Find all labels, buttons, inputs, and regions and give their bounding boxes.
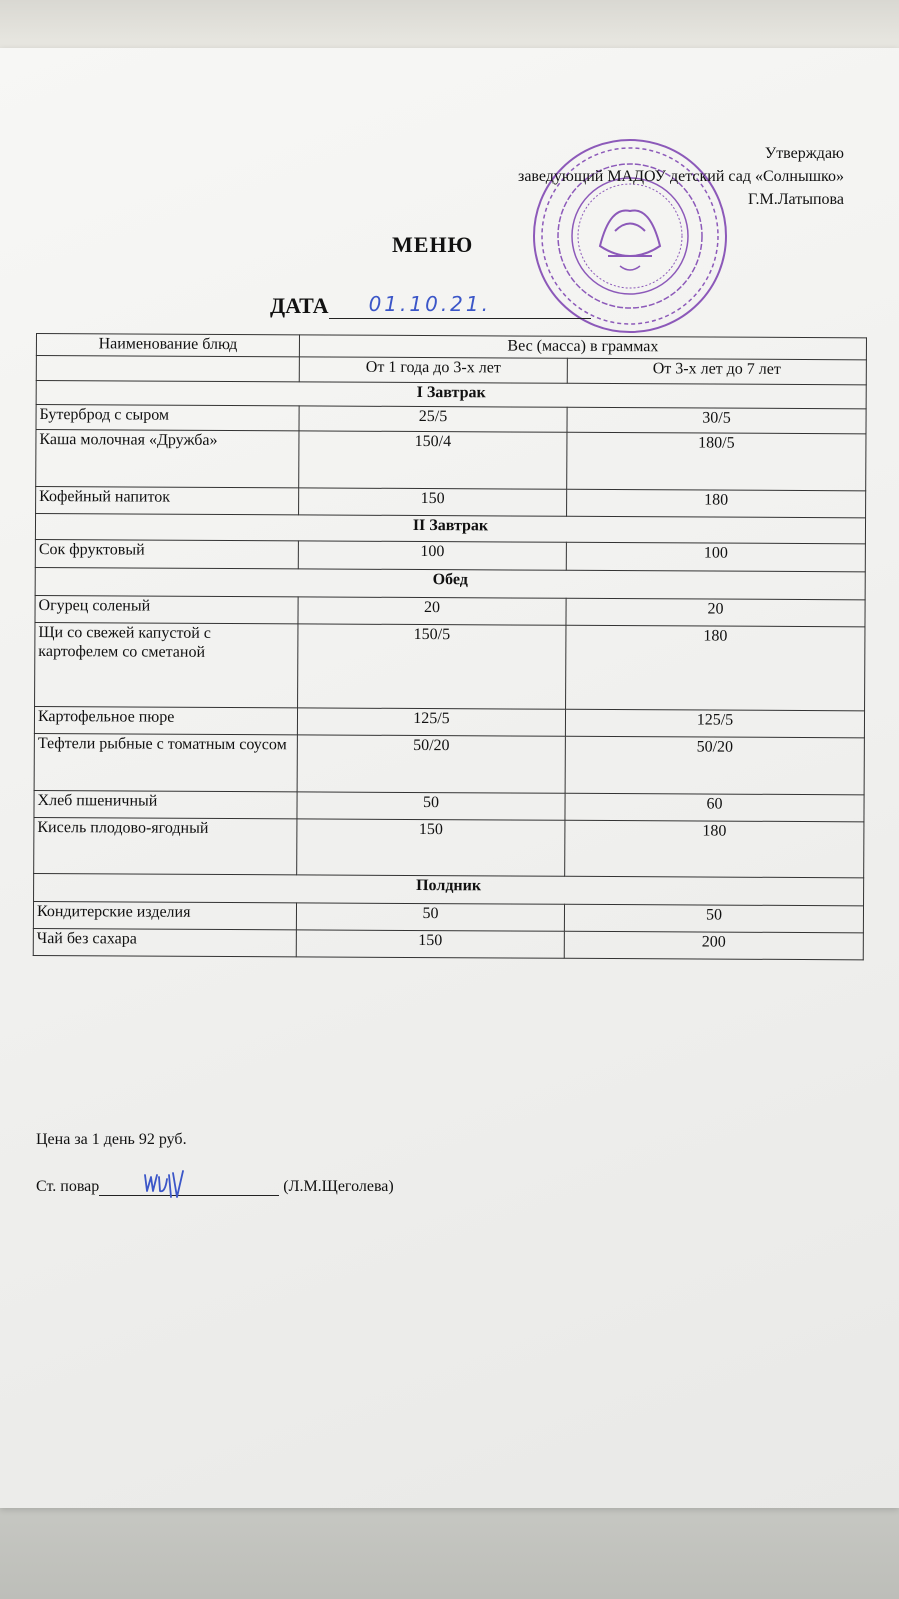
table-row (35, 539, 865, 571)
weight-age-3-7: 50/20 (565, 736, 864, 795)
table-row (34, 706, 864, 737)
cook-signature-line (36, 1178, 394, 1196)
table-row (35, 595, 865, 626)
weight-age-1-3: 150 (296, 930, 564, 958)
signature-blank (99, 1179, 279, 1196)
weight-age-1-3: 150 (299, 488, 567, 516)
weight-age-3-7: 125/5 (565, 709, 864, 738)
weight-age-3-7: 20 (566, 598, 865, 627)
weight-age-3-7: 60 (565, 793, 864, 822)
dish-name: Каша молочная «Дружба» (36, 430, 299, 488)
weight-age-1-3: 50 (296, 903, 564, 931)
table-row (34, 733, 864, 794)
approval-block (518, 142, 844, 211)
dish-name: Сок фруктовый (35, 539, 298, 568)
table-row (34, 817, 864, 877)
approve-person: Г.М.Латыпова (748, 191, 844, 208)
header-dish-name: Наименование блюд (36, 334, 299, 357)
table-row (36, 430, 866, 491)
table-row (33, 928, 863, 959)
table-row (35, 622, 865, 710)
cook-name: (Л.М.Щеголева) (283, 1178, 394, 1195)
section-title: II Завтрак (35, 514, 865, 544)
weight-age-1-3: 150 (297, 819, 565, 876)
dish-name: Щи со свежей капустой с картофелем со сметаной (35, 622, 298, 707)
weight-age-3-7: 100 (566, 542, 865, 572)
weight-age-1-3: 125/5 (297, 708, 565, 736)
weight-age-3-7: 180 (566, 625, 865, 711)
dish-name: Кофейный напиток (36, 487, 299, 515)
section-row (34, 873, 864, 905)
approve-word: Утверждаю (764, 145, 844, 162)
dish-name: Картофельное пюре (34, 706, 297, 734)
weight-age-1-3: 25/5 (299, 406, 567, 432)
weight-age-1-3: 150/5 (298, 624, 566, 709)
weight-age-1-3: 50 (297, 792, 565, 820)
section-title: I Завтрак (36, 381, 866, 409)
dish-name: Огурец соленый (35, 595, 298, 623)
section-row (35, 567, 865, 599)
dish-name: Хлеб пшеничный (34, 790, 297, 818)
cook-label: Ст. повар (36, 1178, 100, 1195)
weight-age-3-7: 50 (564, 904, 863, 933)
dish-name: Кондитерские изделия (33, 901, 296, 929)
weight-age-1-3: 50/20 (297, 735, 565, 793)
table-row (34, 790, 864, 821)
approve-position: заведующий МАДОУ детский сад «Солнышко» (518, 168, 844, 185)
date-label: ДАТА (270, 293, 329, 318)
section-title: Полдник (34, 873, 864, 905)
weight-age-3-7: 200 (564, 931, 863, 960)
weight-age-1-3: 20 (298, 597, 566, 625)
page-title: МЕНЮ (392, 232, 474, 257)
table-row (36, 487, 866, 518)
menu-table (33, 333, 867, 960)
header-weight: Вес (масса) в граммах (299, 335, 866, 360)
price-line: Цена за 1 день 92 руб. (36, 1131, 187, 1148)
date-handwritten: 01.10.21. (368, 292, 491, 316)
header-age-3-7: От 3-х лет до 7 лет (567, 358, 866, 385)
table-row (33, 901, 863, 932)
weight-age-3-7: 180 (565, 820, 864, 878)
dish-name: Тефтели рыбные с томатным соусом (34, 733, 297, 791)
weight-age-1-3: 150/4 (299, 431, 567, 489)
weight-age-3-7: 180 (567, 489, 866, 518)
header-age-1-3: От 1 года до 3-х лет (299, 357, 567, 383)
subheader-empty (36, 356, 299, 382)
dish-name: Кисель плодово-ягодный (34, 817, 297, 874)
date-blank (329, 292, 591, 319)
dish-name: Бутерброд с сыром (36, 405, 299, 431)
weight-age-1-3: 100 (298, 541, 566, 570)
date-row (270, 293, 591, 319)
signature-icon (141, 1167, 191, 1201)
section-title: Обед (35, 567, 865, 599)
weight-age-3-7: 30/5 (567, 407, 866, 434)
weight-age-3-7: 180/5 (567, 432, 866, 491)
dish-name: Чай без сахара (33, 928, 296, 956)
